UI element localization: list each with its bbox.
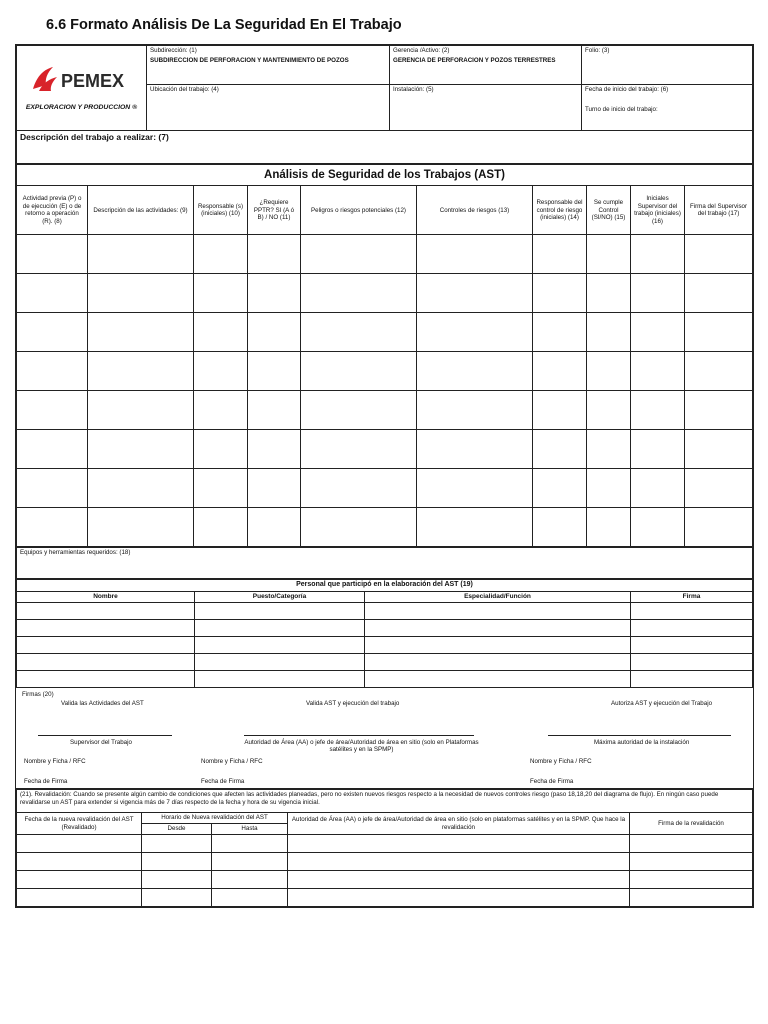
table-row[interactable] [17,603,753,620]
col-iniciales-supervisor: Iniciales Supervisor del trabajo (iniciales) (16) [631,186,685,235]
col-cumple: Se cumple Control (SI/NO) (15) [587,186,631,235]
valida-actividades: Valida las Actividades del AST [61,700,144,708]
table-row[interactable] [17,274,753,313]
equipos-table [16,547,753,579]
fecha-firma-2: Fecha de Firma [201,778,245,786]
ast-column-headers [17,186,753,235]
col-actividad: Actividad previa (P) o de ejecución (E) o de retorno a operación (R). (8) [17,186,88,235]
page-title: 6.6 Formato Análisis De La Seguridad En El Trabajo [46,17,402,33]
col-responsable: Responsable (s) (iniciales) (10) [194,186,248,235]
table-row[interactable] [17,430,753,469]
valida-ast: Valida AST y ejecución del trabajo [306,700,400,708]
col-autoridad: Autoridad de Área (AA) o jefe de área/Autoridad de área en sitio (solo en plataformas satélites y en la SPMP. Que hace la revalidación [288,813,630,835]
firmas-section [16,688,753,789]
table-row[interactable] [17,671,753,688]
autoriza-ast: Autoriza AST y ejecución del Trabajo [611,700,713,708]
gerencia-field[interactable]: Gerencia /Activo: (2) GERENCIA DE PERFORACION Y POZOS TERRESTRES [390,46,582,85]
col-nombre: Nombre [17,592,195,603]
firma-maxima-line[interactable] [548,735,731,736]
col-responsable-control: Responsable del control de riesgo (iniciales) (14) [533,186,587,235]
pemex-logo-icon [27,63,137,99]
table-row[interactable] [17,352,753,391]
svg-text:PEMEX: PEMEX [60,71,124,92]
table-row[interactable] [17,508,753,547]
revalidacion-note: (21). Revalidación: Cuando se presente algún cambio de condiciones que afecten las actividades planeadas, pero no existen nuevos riesgos respecto a la necesidad de nuevos controles riesgo (paso 18,18,20 del diagrama de flujo). En ningún caso puede revalidarse un AST para extender si vigencia más de 7 días respecto de la fecha y hora de su vigencia inicial. [17,790,753,813]
revalidacion-table [16,789,753,907]
col-horario: Horario de Nueva revalidación del AST [142,813,288,824]
col-especialidad: Especialidad/Función [365,592,631,603]
col-firma-revalidacion: Firma de la revalidación [630,813,753,835]
col-fecha-revalidacion: Fecha de la nueva revalidación del AST (Revalidado) [17,813,142,835]
fecha-firma-1: Fecha de Firma [24,778,68,786]
table-row[interactable] [17,834,753,852]
personal-title: Personal que participó en la elaboración del AST (19) [17,580,753,592]
nombre-ficha-3: Nombre y Ficha / RFC [530,758,592,766]
table-row[interactable] [17,888,753,906]
table-row[interactable] [17,313,753,352]
instalacion-field[interactable]: Instalación: (5) [390,85,582,131]
firmas-label: Firmas (20) [22,691,54,699]
col-hasta: Hasta [212,824,288,835]
ast-title: Análisis de Seguridad de los Trabajos (AST) [17,165,753,186]
table-row[interactable] [17,870,753,888]
col-firma-supervisor: Firma del Supervisor del trabajo (17) [685,186,753,235]
equipos-field[interactable]: Equipos y herramientas requeridos: (18) [17,548,753,579]
col-peligros: Peligros o riesgos potenciales (12) [301,186,417,235]
col-controles: Controles de riesgos (13) [417,186,533,235]
personal-table [16,579,753,688]
fecha-turno-field[interactable]: Fecha de inicio del trabajo: (6) Turno de inicio del trabajo: [582,85,753,131]
table-row[interactable] [17,620,753,637]
header-table [16,45,753,164]
table-row[interactable] [17,469,753,508]
table-row[interactable] [17,637,753,654]
subdireccion-field[interactable]: Subdirección: (1) SUBDIRECCION DE PERFORACION Y MANTENIMIENTO DE POZOS [147,46,390,85]
col-desde: Desde [142,824,212,835]
nombre-ficha-2: Nombre y Ficha / RFC [201,758,263,766]
ubicacion-field[interactable]: Ubicación del trabajo: (4) [147,85,390,131]
autoridad-area-label: Autoridad de Área (AA) o jefe de área/Autoridad de área en sitio (solo en Plataformas satélites y en la SPMP) [244,739,479,754]
table-row[interactable] [17,654,753,671]
firma-supervisor-line[interactable] [38,735,172,736]
firma-autoridad-line[interactable] [244,735,474,736]
nombre-ficha-1: Nombre y Ficha / RFC [24,758,86,766]
table-row[interactable] [17,852,753,870]
col-puesto: Puesto/Categoría [195,592,365,603]
ast-table [16,164,753,547]
col-firma: Firma [631,592,753,603]
fecha-firma-3: Fecha de Firma [530,778,574,786]
col-descripcion: Descripción de las actividades: (9) [88,186,194,235]
logo-subtitle: EXPLORACION Y PRODUCCION ® [25,104,138,112]
pemex-logo [17,46,147,131]
table-row[interactable] [17,235,753,274]
col-pptr: ¿Requiere PPTR? SI (A ó B) / NO (11) [248,186,301,235]
maxima-autoridad-label: Máxima autoridad de la instalación [594,739,690,747]
table-row[interactable] [17,391,753,430]
ast-form [15,44,754,908]
supervisor-label: Supervisor del Trabajo [70,739,132,747]
folio-field[interactable]: Folio: (3) [582,46,753,85]
descripcion-field[interactable]: Descripción del trabajo a realizar: (7) [17,131,753,164]
